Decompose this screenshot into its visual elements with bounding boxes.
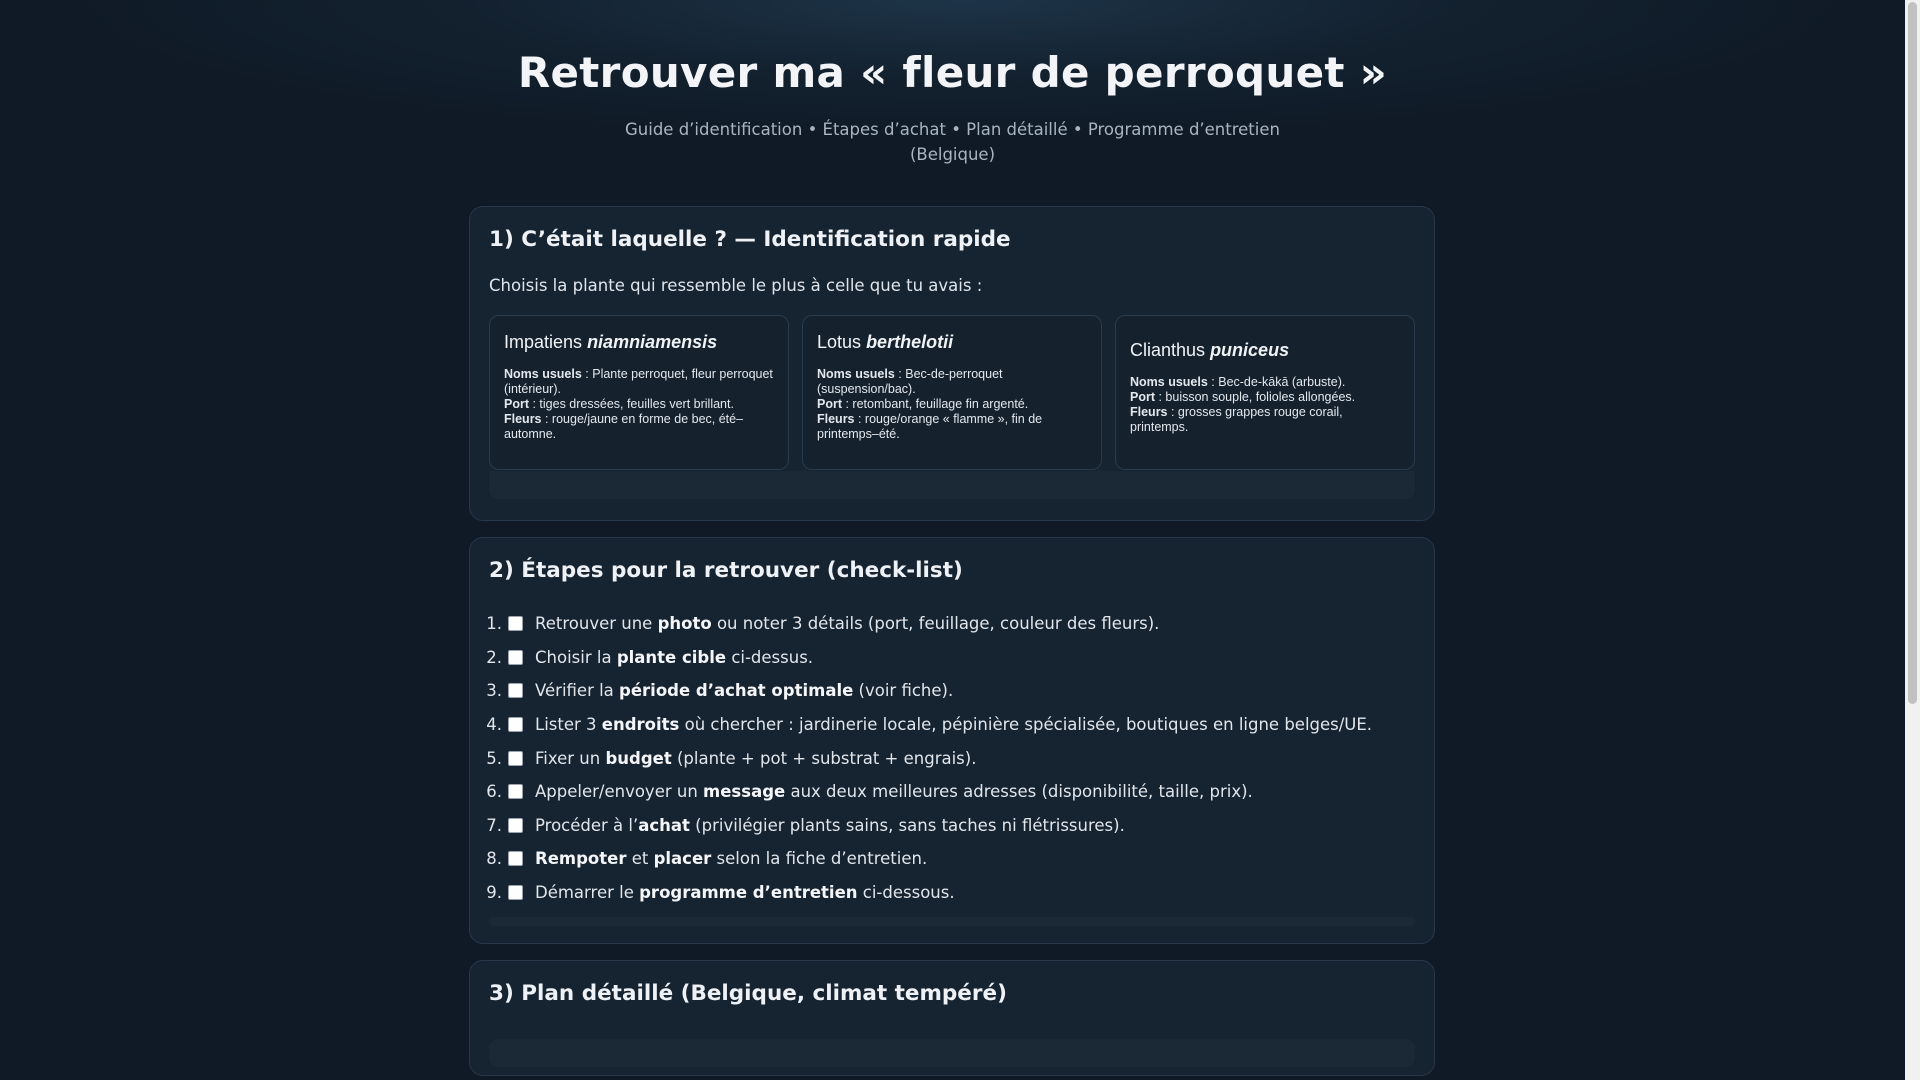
page-scrollbar[interactable] (1905, 0, 1920, 1080)
step-checkbox[interactable] (508, 818, 523, 833)
plant-option-clianthus[interactable] (1115, 315, 1415, 470)
usual-names-value: : Bec-de-perroquet (suspension/bac). (817, 367, 1003, 396)
plant-species: berthelotii (866, 332, 954, 352)
plant-name (504, 332, 774, 353)
plant-genus: Impatiens (504, 332, 583, 352)
port-value: : retombant, feuillage fin argenté. (842, 397, 1029, 411)
plant-flowers (1130, 405, 1400, 435)
checklist-progress-bar (489, 917, 1415, 926)
checklist-item (486, 741, 1415, 775)
step-text-part: Démarrer le (535, 883, 640, 903)
plant-usual-names (817, 367, 1087, 397)
step-text (535, 681, 953, 700)
checklist-item (486, 674, 1415, 708)
identification-intro: Choisis la plante qui ressemble le plus à celle que tu avais : (489, 276, 983, 295)
checklist-item (486, 607, 1415, 641)
plant-option-lotus[interactable] (802, 315, 1102, 470)
flowers-label: Fleurs (504, 412, 542, 426)
port-label: Port (1130, 390, 1155, 404)
step-number: 1. (486, 614, 502, 634)
plan-content-bar (489, 1039, 1415, 1067)
identification-card (469, 206, 1435, 521)
step-text-part: ci-dessous. (857, 883, 955, 903)
step-text-bold: programme d’entretien (639, 883, 858, 903)
step-text-part: ou noter 3 détails (port, feuillage, couleur des fleurs). (711, 614, 1160, 634)
step-checkbox[interactable] (508, 851, 523, 866)
step-checkbox[interactable] (508, 717, 523, 732)
step-text-part: Choisir la (535, 647, 617, 667)
step-checkbox[interactable] (508, 683, 523, 698)
step-checkbox[interactable] (508, 650, 523, 665)
step-number: 3. (486, 681, 502, 701)
step-text-part: et (626, 849, 654, 869)
port-value: : buisson souple, folioles allongées. (1155, 390, 1356, 404)
step-number: 4. (486, 715, 502, 735)
step-number: 2. (486, 647, 502, 667)
step-text-bold: photo (657, 614, 712, 634)
checklist-title: 2) Étapes pour la retrouver (check-list) (489, 558, 963, 583)
step-number: 5. (486, 748, 502, 768)
scrollbar-thumb[interactable] (1908, 2, 1917, 704)
step-checkbox[interactable] (508, 751, 523, 766)
port-label: Port (817, 397, 842, 411)
plant-usual-names (504, 367, 774, 397)
step-checkbox[interactable] (508, 616, 523, 631)
plant-port (1130, 390, 1400, 405)
flowers-label: Fleurs (817, 412, 855, 426)
step-number: 7. (486, 815, 502, 835)
checklist (486, 607, 1415, 909)
plant-name (817, 332, 1087, 353)
step-text-part: Vérifier la (535, 681, 620, 701)
checklist-item (486, 708, 1415, 742)
step-text-bold: Rempoter (535, 849, 627, 869)
step-text-bold: achat (638, 815, 690, 835)
step-checkbox[interactable] (508, 885, 523, 900)
step-text (535, 849, 927, 868)
page-subtitle: Guide d’identification • Étapes d’achat • Plan détaillé • Programme d’entretien (Belgique) (625, 120, 1280, 164)
port-value: : tiges dressées, feuilles vert brillant. (529, 397, 734, 411)
step-text-bold: placer (653, 849, 712, 869)
checklist-item (486, 876, 1415, 910)
checklist-item (486, 641, 1415, 675)
checklist-item (486, 809, 1415, 843)
checklist-card (469, 537, 1435, 944)
plant-port (817, 397, 1087, 412)
step-text-bold: plante cible (616, 647, 727, 667)
plant-port (504, 397, 774, 412)
plant-option-impatiens[interactable] (489, 315, 789, 470)
plan-card (469, 960, 1435, 1076)
page-title: Retrouver ma « fleur de perroquet » (517, 48, 1388, 97)
step-checkbox[interactable] (508, 784, 523, 799)
usual-names-label: Noms usuels (817, 367, 895, 381)
step-text-part: (voir fiche). (853, 681, 954, 701)
step-number: 6. (486, 782, 502, 802)
step-text (535, 883, 955, 902)
plant-flowers (504, 412, 774, 442)
usual-names-label: Noms usuels (1130, 375, 1208, 389)
identification-title: 1) C’était laquelle ? — Identification rapide (489, 227, 1011, 252)
step-text-part: où chercher : jardinerie locale, pépinière spécialisée, boutiques en ligne belges/UE. (679, 715, 1373, 735)
step-number: 9. (486, 883, 502, 903)
step-text-part: Procéder à l’ (535, 815, 639, 835)
step-text (535, 614, 1159, 633)
step-text (535, 782, 1253, 801)
step-text-bold: endroits (601, 715, 680, 735)
plant-flowers (817, 412, 1087, 442)
checklist-item (486, 775, 1415, 809)
plant-genus: Clianthus (1130, 340, 1206, 360)
usual-names-label: Noms usuels (504, 367, 582, 381)
step-text-part: (plante + pot + substrat + engrais). (671, 748, 977, 768)
step-text (535, 715, 1372, 734)
flowers-value: : rouge/orange « flamme », fin de printemps–été. (817, 412, 1043, 441)
checklist-item (486, 842, 1415, 876)
plant-species: niamniamensis (587, 332, 718, 352)
step-text-part: Appeler/envoyer un (535, 782, 704, 802)
page-header (0, 0, 1905, 167)
step-text-part: (privilégier plants sains, sans taches ni flétrissures). (689, 815, 1125, 835)
plan-title: 3) Plan détaillé (Belgique, climat tempéré) (489, 981, 1007, 1006)
port-label: Port (504, 397, 529, 411)
identification-result-bar (489, 471, 1415, 499)
flowers-value: : grosses grappes rouge corail, printemps. (1130, 405, 1343, 434)
plant-usual-names (1130, 375, 1400, 390)
step-text (535, 816, 1125, 835)
plant-name (1130, 340, 1400, 361)
step-text-part: ci-dessus. (726, 647, 814, 667)
flowers-label: Fleurs (1130, 405, 1168, 419)
plant-genus: Lotus (817, 332, 862, 352)
usual-names-value: : Bec-de-kākā (arbuste). (1207, 375, 1346, 389)
step-text-part: Retrouver une (535, 614, 658, 634)
step-text-bold: budget (605, 748, 672, 768)
usual-names-value: : Plante perroquet, fleur perroquet (intérieur). (504, 367, 773, 396)
step-text (535, 749, 976, 768)
step-text (535, 648, 813, 667)
step-number: 8. (486, 849, 502, 869)
flowers-value: : rouge/jaune en forme de bec, été–automne. (504, 412, 744, 441)
step-text-part: Fixer un (535, 748, 606, 768)
step-text-bold: message (703, 782, 786, 802)
plant-species: puniceus (1210, 340, 1290, 360)
step-text-bold: période d’achat optimale (619, 681, 854, 701)
step-text-part: Lister 3 (535, 715, 602, 735)
plant-options (489, 315, 1415, 470)
step-text-part: aux deux meilleures adresses (disponibilité, taille, prix). (785, 782, 1253, 802)
step-text-part: selon la fiche d’entretien. (711, 849, 928, 869)
